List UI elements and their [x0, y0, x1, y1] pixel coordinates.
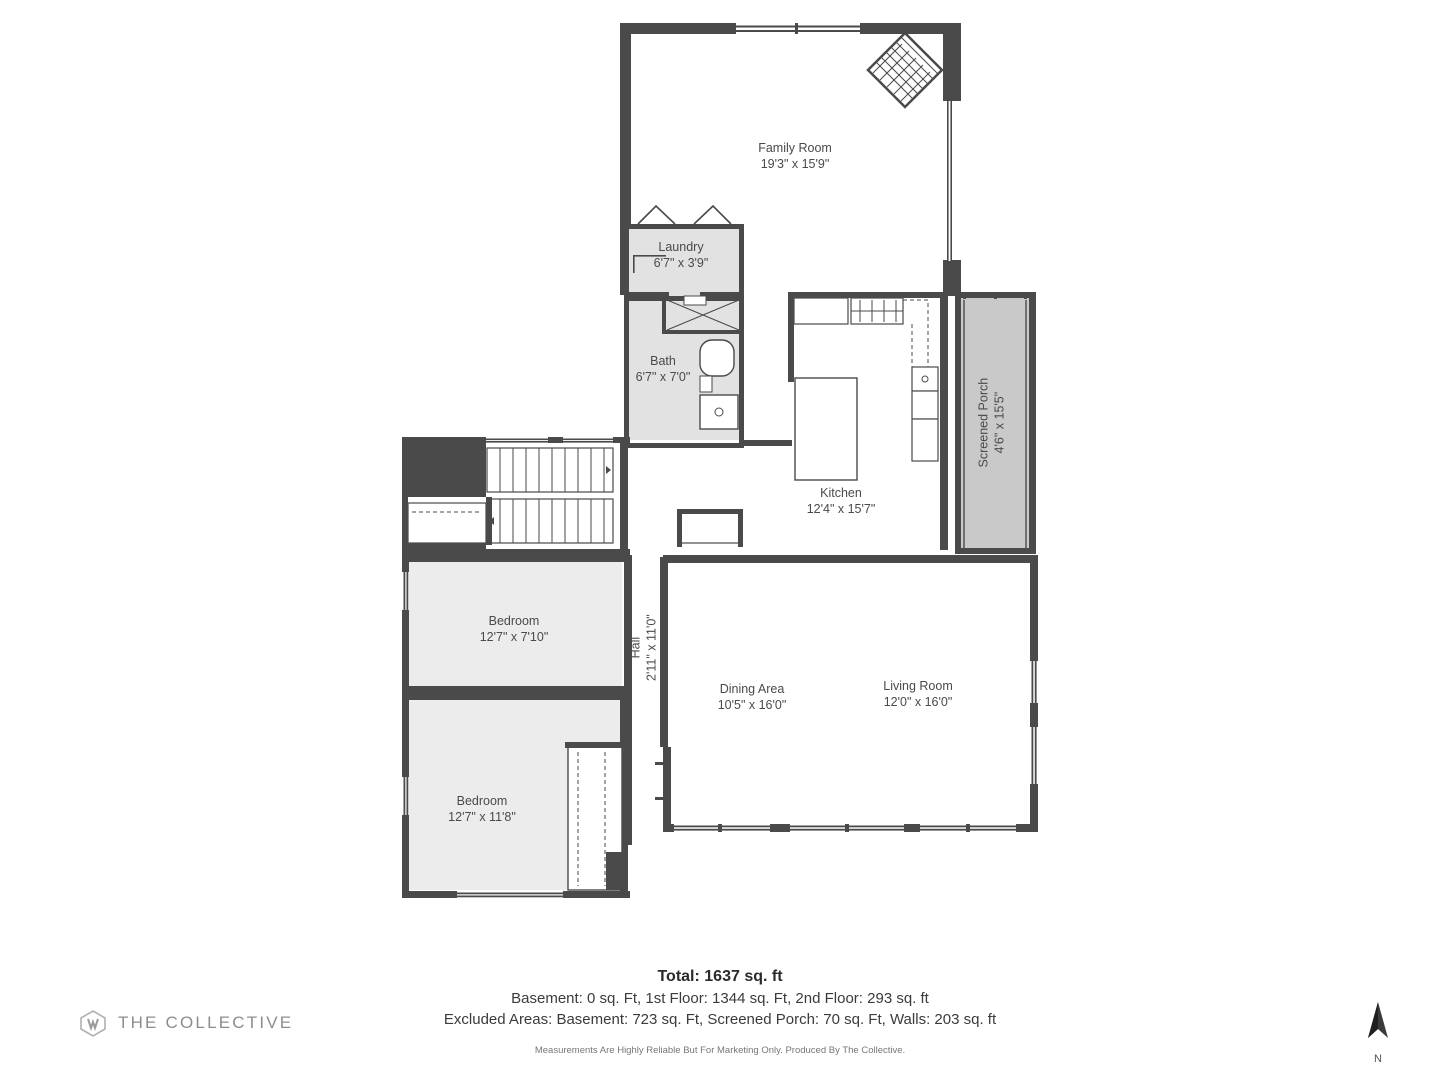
room-name: Dining Area — [719, 682, 785, 696]
room-name: Hall — [628, 636, 643, 659]
room-dimensions: 12'7" x 7'10" — [479, 629, 549, 644]
room-dimensions: 12'0" x 16'0" — [883, 694, 953, 709]
room-name: Kitchen — [820, 486, 862, 500]
room-dimensions: 4'6" x 15'5" — [992, 391, 1006, 454]
room-dimensions: 10'5" x 16'0" — [717, 697, 787, 712]
room-name: Living Room — [883, 679, 953, 693]
compass — [1348, 1000, 1408, 1065]
room-label-dining-area — [662, 682, 842, 713]
room-name: Bedroom — [488, 614, 540, 628]
floor-areas-text: Basement: 0 sq. Ft, 1st Floor: 1344 sq. Ft, 2nd Floor: 293 sq. ft — [511, 990, 929, 1007]
brand-name: THE COLLECTIVE — [118, 1013, 294, 1032]
room-label-screened-porch — [976, 343, 1007, 503]
compass-label: N — [1374, 1053, 1382, 1065]
room-label-bath — [593, 354, 733, 385]
room-label-hall — [628, 573, 659, 723]
room-dimensions: 12'4" x 15'7" — [806, 501, 876, 516]
room-label-laundry — [611, 240, 751, 271]
compass-north-icon — [1355, 1000, 1401, 1046]
total-area-text: Total: 1637 sq. ft — [657, 968, 783, 985]
room-name: Bath — [650, 354, 676, 368]
collective-logo-icon — [78, 1008, 108, 1038]
room-dimensions: 2'11" x 11'0" — [644, 614, 658, 681]
room-label-living-room — [828, 679, 1008, 710]
room-name: Bedroom — [456, 794, 508, 808]
excluded-areas-text: Excluded Areas: Basement: 723 sq. Ft, Screened Porch: 70 sq. Ft, Walls: 203 sq. ft — [443, 1011, 997, 1028]
room-name: Family Room — [758, 141, 832, 155]
room-label-bedroom-1 — [424, 614, 604, 645]
room-label-kitchen — [751, 486, 931, 517]
room-name: Laundry — [658, 240, 704, 254]
brand-logo — [78, 1008, 293, 1038]
room-dimensions: 6'7" x 3'9" — [653, 255, 709, 270]
room-label-family-room — [705, 141, 885, 172]
room-dimensions: 12'7" x 11'8" — [448, 809, 516, 824]
room-dimensions: 6'7" x 7'0" — [635, 369, 691, 384]
room-name: Screened Porch — [976, 377, 991, 468]
room-dimensions: 19'3" x 15'9" — [760, 156, 830, 171]
disclaimer-text: Measurements Are Highly Reliable But For Marketing Only. Produced By The Collective. — [534, 1045, 906, 1056]
room-label-bedroom-2 — [392, 794, 572, 825]
